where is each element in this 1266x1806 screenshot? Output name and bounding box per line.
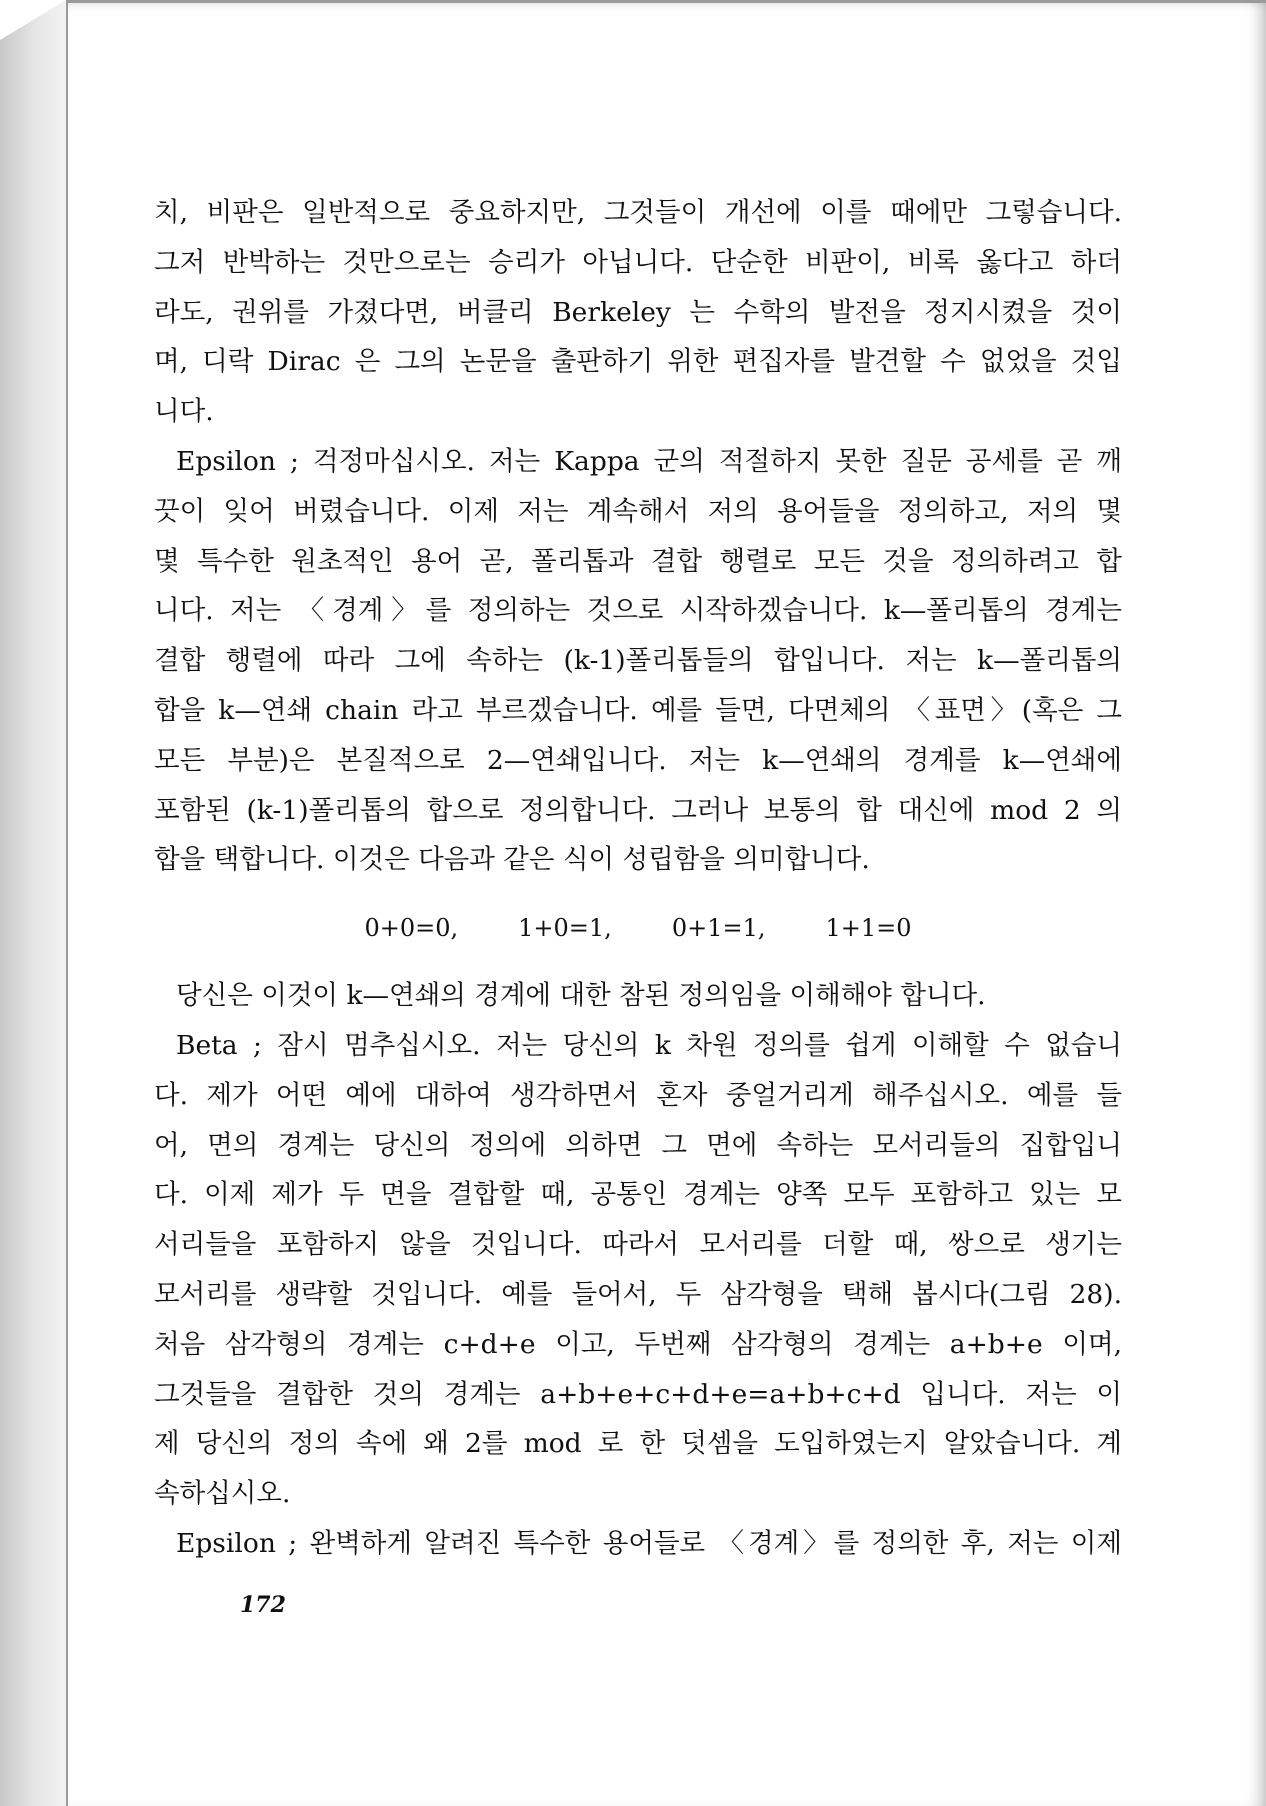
- equation-item: 0+0=0,: [364, 914, 459, 943]
- text-line: 당신은 이것이 k—연쇄의 경계에 대한 참된 정의임을 이해해야 합니다.: [176, 980, 986, 1012]
- text-line: 서리들을 포함하지 않을 것입니다. 따라서 모서리를 더할 때, 쌍으로 생기는: [154, 1229, 1122, 1261]
- text-line: 니다.: [154, 396, 214, 428]
- text-line: 합을 택합니다. 이것은 다음과 같은 식이 성립함을 의미합니다.: [154, 844, 870, 876]
- text-line: 제 당신의 정의 속에 왜 2를 mod 로 한 덧셈을 도입하였는지 알았습니다. 계: [154, 1428, 1122, 1460]
- equation-item: 1+0=1,: [518, 914, 612, 943]
- text-line: Beta ; 잠시 멈추십시오. 저는 당신의 k 차원 정의를 쉽게 이해할 수 없습니: [176, 1029, 1122, 1061]
- equation-item: 0+1=1,: [671, 914, 766, 943]
- text-line: 몇 특수한 원초적인 용어 곧, 폴리톱과 결합 행렬로 모든 것을 정의하려고 합: [154, 545, 1122, 577]
- text-line: 며, 디락 Dirac 은 그의 논문을 출판하기 위한 편집자를 발견할 수 없었을 것입: [154, 346, 1122, 378]
- text-line: 끗이 잊어 버렸습니다. 이제 저는 계속해서 저의 용어들을 정의하고, 저의 몇: [154, 495, 1122, 527]
- text-line: 속하십시오.: [154, 1478, 291, 1510]
- text-line: 포함된 (k-1)폴리톱의 합으로 정의합니다. 그러나 보통의 합 대신에 mod 2 의: [154, 794, 1122, 826]
- text-line: 니다. 저는 〈경계〉를 정의하는 것으로 시작하겠습니다. k—폴리톱의 경계는: [154, 595, 1122, 627]
- page-text: [154, 188, 1122, 1569]
- text-line: Epsilon ; 걱정마십시오. 저는 Kappa 군의 적절하지 못한 질문 공세를 곧 깨: [176, 445, 1122, 477]
- page-top-edge: [66, 0, 1266, 3]
- text-line: 치, 비판은 일반적으로 중요하지만, 그것들이 개선에 이를 때에만 그렇습니다.: [154, 197, 1122, 228]
- text-line: 처음 삼각형의 경계는 c+d+e 이고, 두번째 삼각형의 경계는 a+b+e 이며,: [154, 1328, 1122, 1360]
- text-line: 모서리를 생략할 것입니다. 예를 들어서, 두 삼각형을 택해 봅시다(그림 28).: [154, 1278, 1122, 1310]
- equation-item: 1+1=0: [825, 914, 912, 943]
- text-line: 그저 반박하는 것만으로는 승리가 아닙니다. 단순한 비판이, 비록 옳다고 하더: [154, 246, 1122, 278]
- text-line: 라도, 권위를 가졌다면, 버클리 Berkeley 는 수학의 발전을 정지시켰을 것이: [154, 296, 1122, 328]
- text-line: 다. 제가 어떤 예에 대하여 생각하면서 혼자 중얼거리게 해주십시오. 예를 들: [154, 1079, 1122, 1111]
- page-number: 172: [240, 1592, 286, 1618]
- book-spine: [0, 0, 66, 1806]
- text-line: 결합 행렬에 따라 그에 속하는 (k-1)폴리톱들의 합입니다. 저는 k—폴리톱의: [154, 645, 1122, 677]
- text-line: 그것들을 결합한 것의 경계는 a+b+e+c+d+e=a+b+c+d 입니다. 저는 이: [154, 1378, 1122, 1410]
- mod2-equations: [154, 885, 1122, 971]
- text-line: 모든 부분)은 본질적으로 2—연쇄입니다. 저는 k—연쇄의 경계를 k—연쇄에: [154, 744, 1122, 776]
- text-line: 어, 면의 경계는 당신의 정의에 의하면 그 면에 속하는 모서리들의 집합입니: [154, 1129, 1122, 1161]
- text-line: 다. 이제 제가 두 면을 결합할 때, 공통인 경계는 양쪽 모두 포함하고 있는 모: [154, 1179, 1122, 1211]
- text-line: Epsilon ; 완벽하게 알려진 특수한 용어들로 〈경계〉를 정의한 후, 저는 이제: [176, 1527, 1122, 1559]
- text-line: 합을 k—연쇄 chain 라고 부르겠습니다. 예를 들면, 다면체의 〈표면〉(혹은 그: [154, 694, 1122, 726]
